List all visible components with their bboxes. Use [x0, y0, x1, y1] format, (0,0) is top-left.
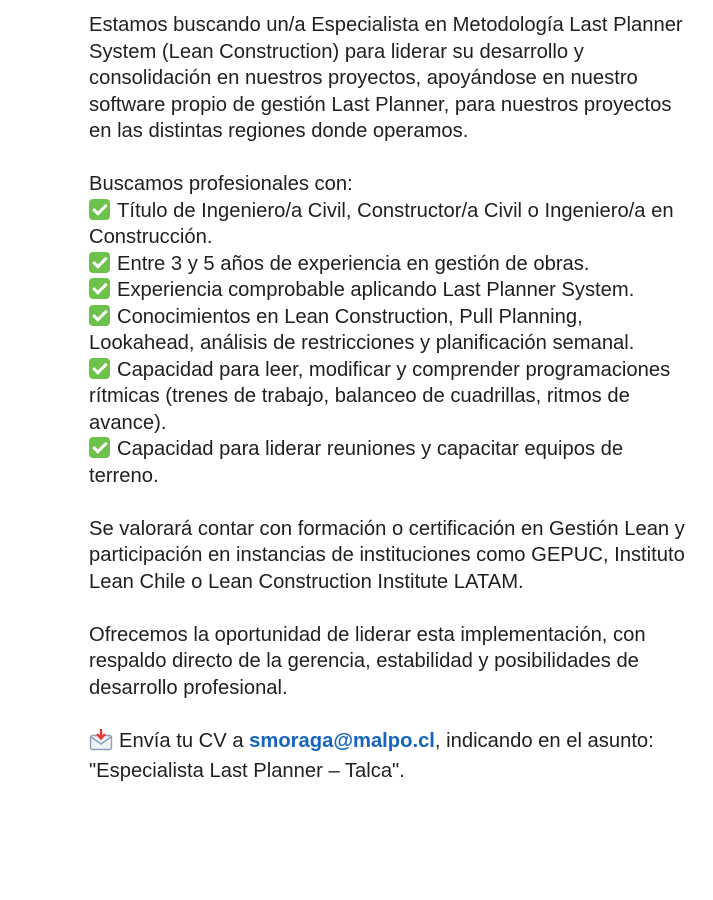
check-mark-icon [89, 437, 110, 458]
requirement-item: Capacidad para leer, modificar y comprender programaciones rítmicas (trenes de trabajo, balanceo de cuadrillas, ritmos de avance). [89, 358, 671, 434]
requirement-item: Experiencia comprobable aplicando Last Planner System. [89, 277, 689, 304]
envelope-with-arrow-icon [89, 729, 113, 759]
contact-suffix: , indicando en el asunto: "Especialista Last Planner – Talca". [89, 729, 654, 782]
email-link[interactable]: smoraga@malpo.cl [249, 729, 435, 752]
requirements-section [89, 171, 689, 489]
check-mark-icon [89, 199, 110, 220]
check-mark-icon [89, 358, 110, 379]
requirement-item: Título de Ingeniero/a Civil, Constructor/a Civil o Ingeniero/a en Construcción. [89, 199, 674, 248]
valued-paragraph: Se valorará contar con formación o certificación en Gestión Lean y participación en instancias de instituciones como GEPUC, Instituto Lean Chile o Lean Construction Institute LATAM. [89, 517, 685, 593]
requirements-title: Buscamos profesionales con: [89, 173, 353, 195]
check-mark-icon [89, 278, 110, 299]
intro-paragraph: Estamos buscando un/a Especialista en Metodología Last Planner System (Lean Construction) para liderar su desarrollo y consolidación en nuestros proyectos, apoyándose en nuestro software propio de gestión Last Planner, para nuestros proyectos en las distintas regiones donde operamos. [89, 14, 683, 142]
job-post-text [89, 12, 689, 811]
requirement-item: Entre 3 y 5 años de experiencia en gestión de obras. [89, 251, 689, 278]
contact-prefix: Envía tu CV a [119, 729, 244, 752]
check-mark-icon [89, 252, 110, 273]
requirement-item: Capacidad para liderar reuniones y capacitar equipos de terreno. [89, 438, 624, 487]
requirement-item: Conocimientos en Lean Construction, Pull Planning, Lookahead, análisis de restricciones y planificación semanal. [89, 305, 635, 354]
check-mark-icon [89, 305, 110, 326]
contact-paragraph [89, 728, 689, 785]
offer-paragraph: Ofrecemos la oportunidad de liderar esta implementación, con respaldo directo de la gerencia, estabilidad y posibilidades de desarrollo profesional. [89, 623, 646, 699]
